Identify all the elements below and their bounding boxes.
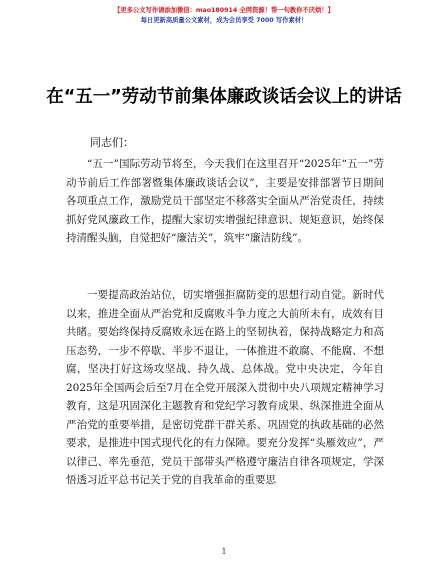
page-number: 1: [221, 547, 227, 556]
paragraph-point-one: 一要提高政治站位，切实增强拒腐防变的思想行动自觉。新时代以来，推进全面从严治党和反腐败斗争力度之大前所未有，成效有目共睹。要始终保持反腐败永远在路上的坚韧执着，保持战略定力和高压态势，一步不停歇、半步不退让，一体推进不敢腐、不能腐、不想腐，坚决打好这场攻坚战、持久战、总体战。党中央决定，今年自2025年全国两会后至7月在全党开展深入贯彻中央八项规定精神学习教育，这是巩固深化主题教育和党纪学习教育成果、纵深推进全面从严治党的重要举措，是密切党群干群关系、巩固党的执政基础的必然要求，是推进中国式现代化的有力保障。要充分发挥“头雁效应”，严以律己、率先垂范，党员干部带头严格遵守廉洁自律各项规定，学深悟透习近平总书记关于党的自我革命的重要思: [66, 289, 384, 487]
promo-banner-line-2: 每日更新高质量公文素材，成为会员享受 7000 写作素材！: [140, 17, 308, 24]
paragraph-intro: “五一”国际劳动节将至，今天我们在这里召开“2025年“五一”劳动节前后工作部署暨集体廉政谈话会议”，主要是安排部署节日期间各项重点工作，激励党员干部坚定不移落实全面从严治党责任，持续抓好党风廉政工作，提醒大家切实增强纪律意识、规矩意识，始终保持清醒头脑，自觉把好“廉洁关”，筑牢“廉洁防线”。: [66, 158, 384, 245]
document-title: 在“五一”劳动节前集体廉政谈话会议上的讲话: [46, 87, 402, 107]
salutation: 同志们：: [90, 136, 134, 149]
promo-banner-line-1: 【更多公文写作请添加微信：mao180914 全网资源！帮一句教你不厌烦！】: [114, 7, 334, 14]
